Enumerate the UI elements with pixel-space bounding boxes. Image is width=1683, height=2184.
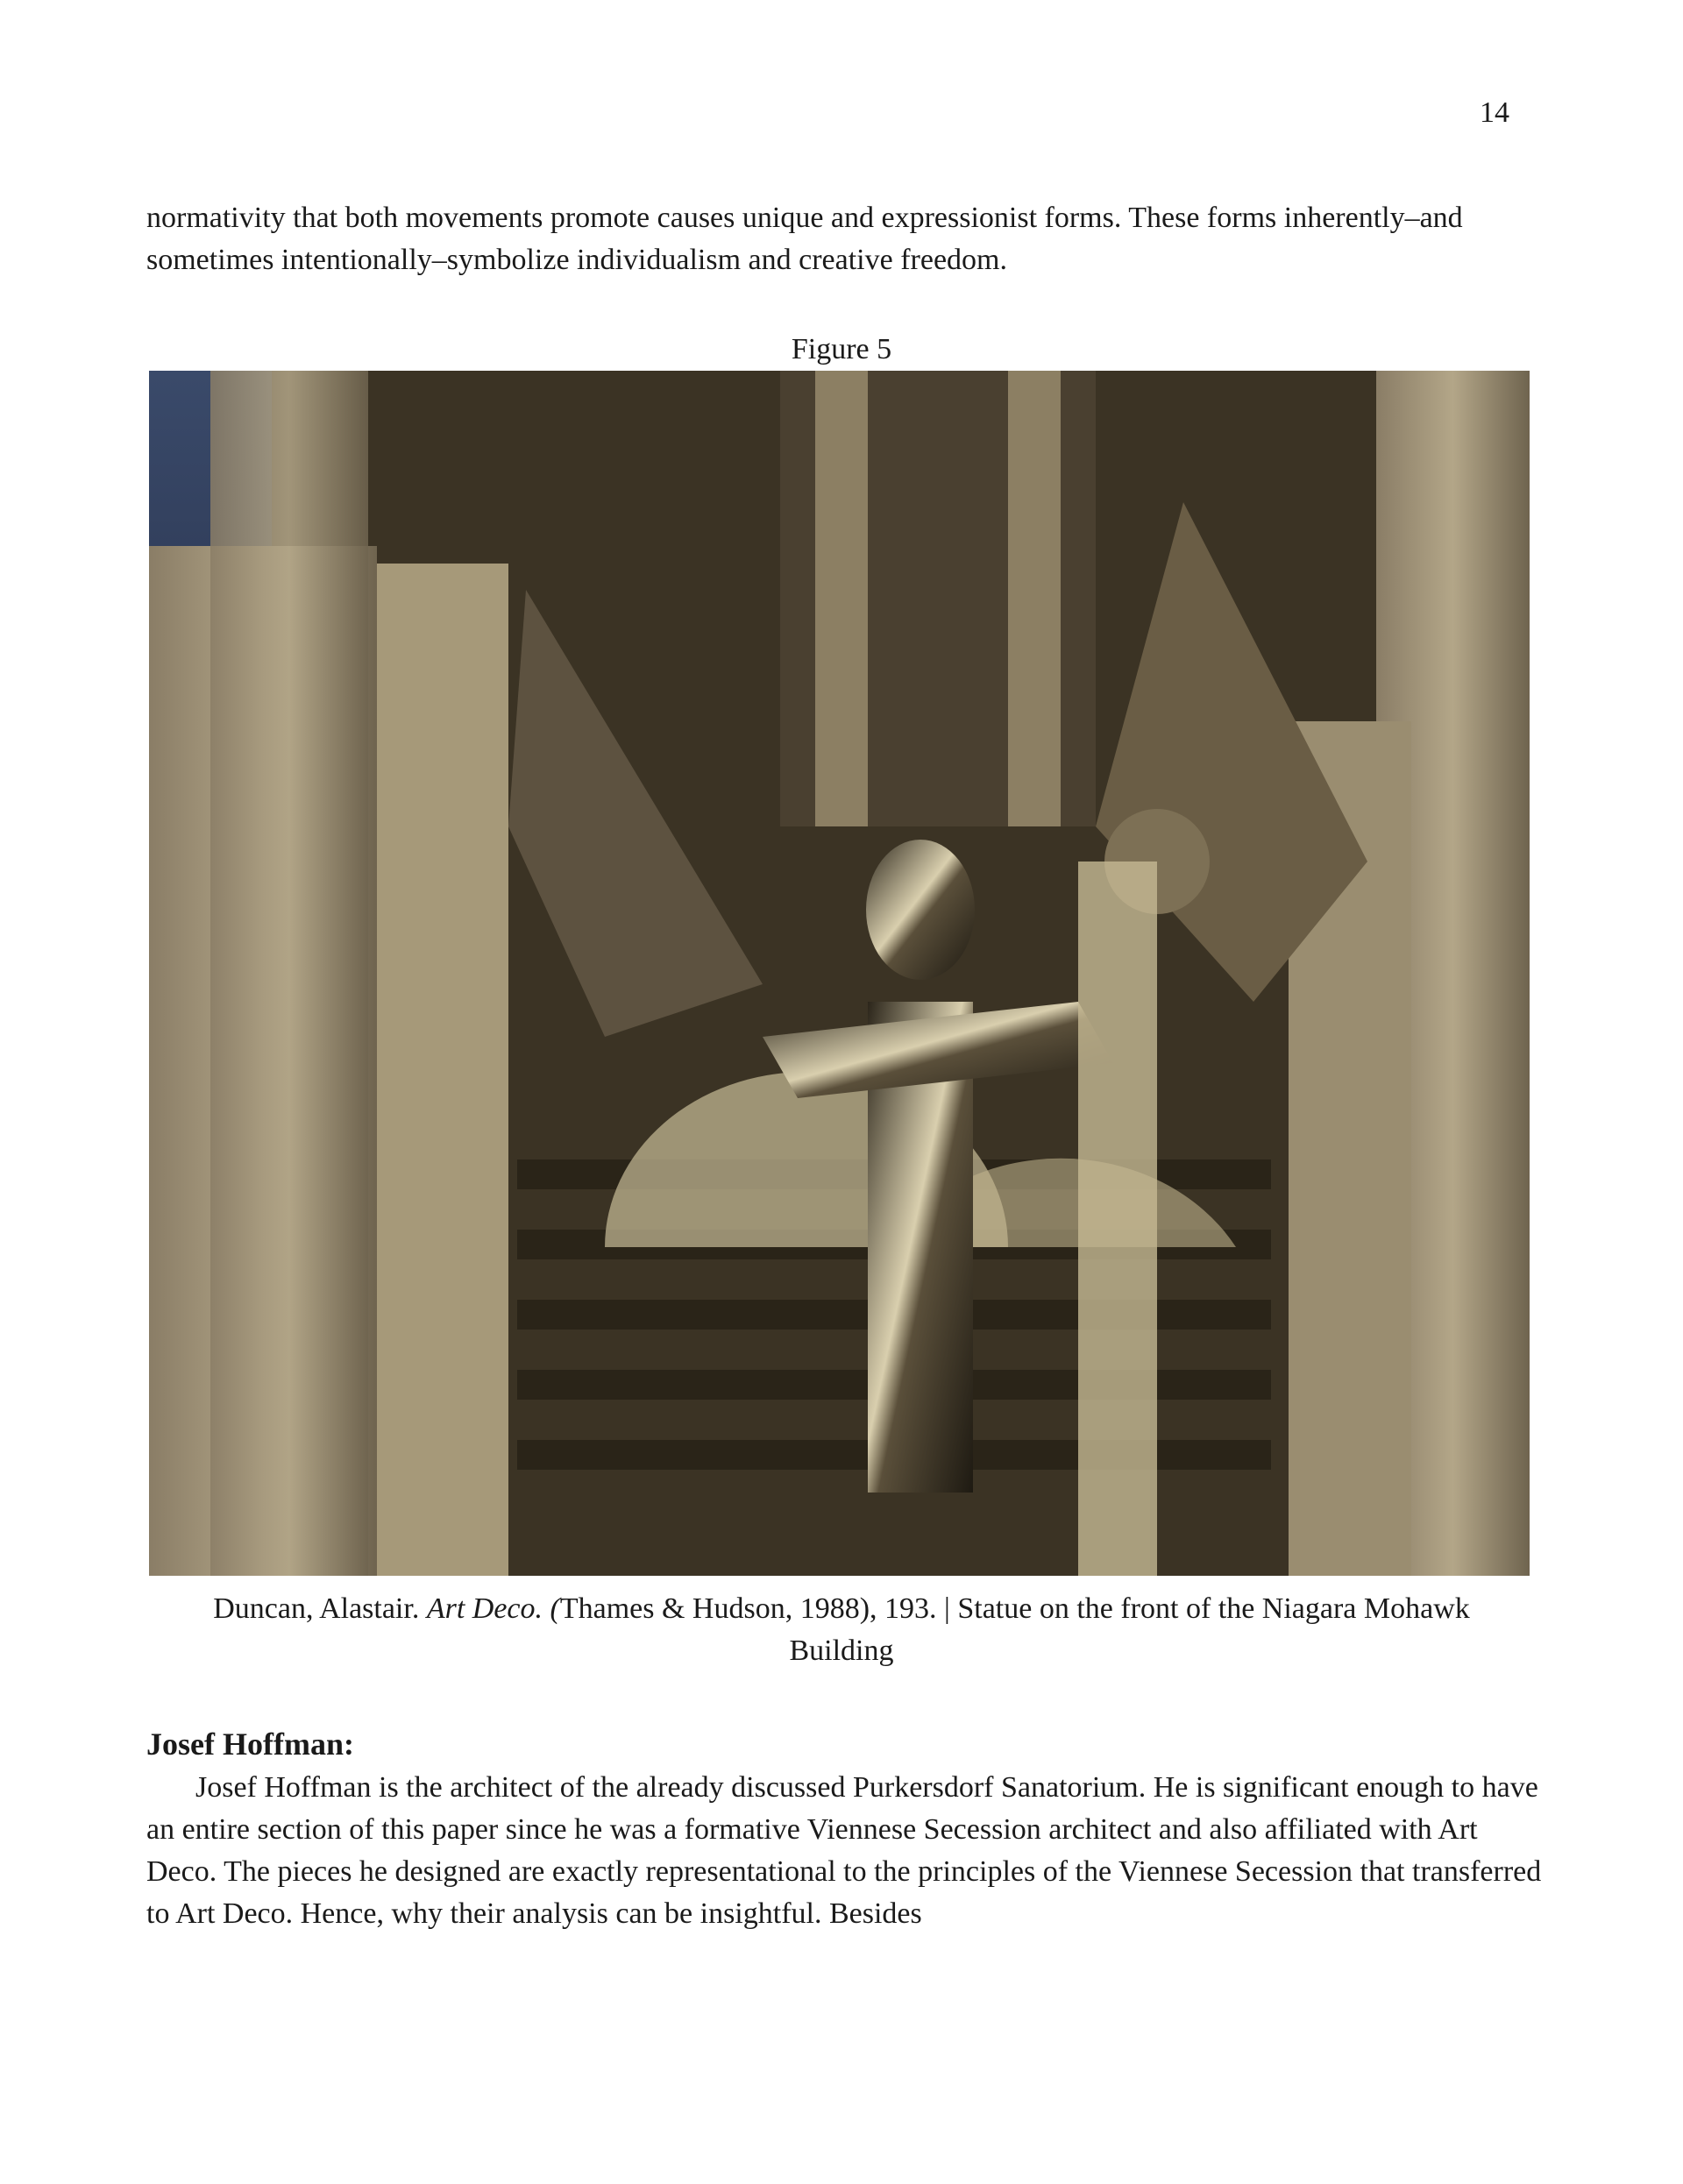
figure-photo-statue bbox=[149, 371, 1530, 1576]
figure-caption bbox=[175, 1588, 1508, 1672]
section-heading: Josef Hoffman: bbox=[146, 1727, 354, 1762]
intro-paragraph: normativity that both movements promote causes unique and expressionist forms. These forms inherently–and sometimes intentionally–symbolize individualism and creative freedom. bbox=[146, 202, 1463, 276]
caption-author: Duncan, Alastair. bbox=[213, 1592, 427, 1625]
section-body-paragraph: Josef Hoffman is the architect of the already discussed Purkersdorf Sanatorium. He is significant enough to have an entire section of this paper since he was a formative Viennese Secession architect and also affiliated with Art Deco. The pieces he designed are exactly representational to the principles of the Viennese Secession that transferred to Art Deco. Hence, why their analysis can be insightful. Besides bbox=[146, 1771, 1542, 1930]
page-number: 14 bbox=[1480, 96, 1509, 129]
caption-publication: Thames & Hudson, 1988), 193. | Statue on the front of the Niagara Mohawk Building bbox=[559, 1592, 1470, 1667]
caption-title: Art Deco. ( bbox=[426, 1592, 560, 1625]
figure-label: Figure 5 bbox=[791, 333, 892, 365]
